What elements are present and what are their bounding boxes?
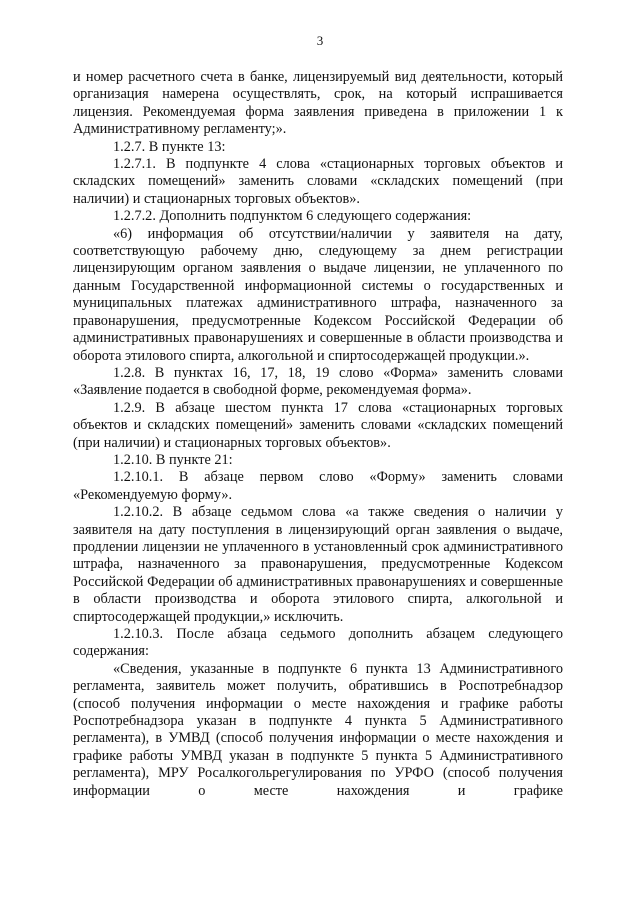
paragraph-item-1-2-10-3: 1.2.10.3. После абзаца седьмого дополнить абзацем следующего содержания: [73, 626, 563, 660]
paragraph-item-1-2-7: 1.2.7. В пункте 13: [113, 138, 226, 155]
paragraph-continuation: и номер расчетного счета в банке, лицензируемый вид деятельности, который организация намерена осуществлять, срок, на который испрашивается лицензия. Рекомендуемая форма заявления приведена в приложении 1 к Административному регламенту;». [73, 69, 563, 138]
paragraph-subitem-6: «6) информация об отсутствии/наличии у заявителя на дату, соответствующую рабочему дню, следующему за днем регистрации лицензирующим органом заявления о выдаче лицензии, не уплаченного по данным Государственной информационной системы о государственных и муниципальных платежах административного штрафа, назначенного за правонарушения, предусмотренные Кодексом Российской Федерации об административных правонарушениях и совершенные в области производства и оборота этилового спирта, алкогольной и спиртосодержащей продукции.». [73, 225, 563, 364]
document-body [73, 69, 563, 800]
paragraph-item-1-2-10-1: 1.2.10.1. В абзаце первом слово «Форму» заменить словами «Рекомендуемую форму». [73, 469, 563, 503]
paragraph-item-1-2-9: 1.2.9. В абзаце шестом пункта 17 слова «стационарных торговых объектов и складских помещений» заменить словами «складских помещений (при наличии) и стационарных торговых объектов». [73, 399, 563, 451]
paragraph-item-1-2-8: 1.2.8. В пунктах 16, 17, 18, 19 слово «Форма» заменить словами «Заявление подается в свободной форме, рекомендуемая форма». [73, 364, 563, 399]
paragraph-item-1-2-10-2: 1.2.10.2. В абзаце седьмом слова «а также сведения о наличии у заявителя на дату поступления в лицензирующий орган заявления о выдаче, продлении лицензии не уплаченного в установленный срок административного штрафа, назначенного за правонарушения, предусмотренные Кодексом Российской Федерации об административных правонарушениях и совершенные в области производства и оборота этилового спирта, алкогольной и спиртосодержащей продукции,» исключить. [73, 504, 563, 625]
paragraph-item-1-2-10: 1.2.10. В пункте 21: [113, 451, 233, 468]
paragraph-item-1-2-7-2: 1.2.7.2. Дополнить подпунктом 6 следующего содержания: [113, 208, 472, 225]
paragraph-item-1-2-7-1: 1.2.7.1. В подпункте 4 слова «стационарных торговых объектов и складских помещений» заменить словами «складских помещений (при наличии) и стационарных торговых объектов». [73, 156, 563, 207]
page-number: 3 [316, 33, 324, 48]
paragraph-quote-svedeniya: «Сведения, указанные в подпункте 6 пункта 13 Административного регламента, заявитель может получить, обратившись в Роспотребнадзор (способ получения информации о месте нахождения и графике работы Роспотребнадзора указан в подпункте 4 пункта 5 Административного регламента), в УМВД (способ получения информации о месте нахождения и графике работы УМВД указан в подпункте 5 пункта 5 Административного регламента), МРУ Росалкогольрегулирования по УРФО (способ получения информации о месте нахождения и графике [73, 660, 563, 799]
